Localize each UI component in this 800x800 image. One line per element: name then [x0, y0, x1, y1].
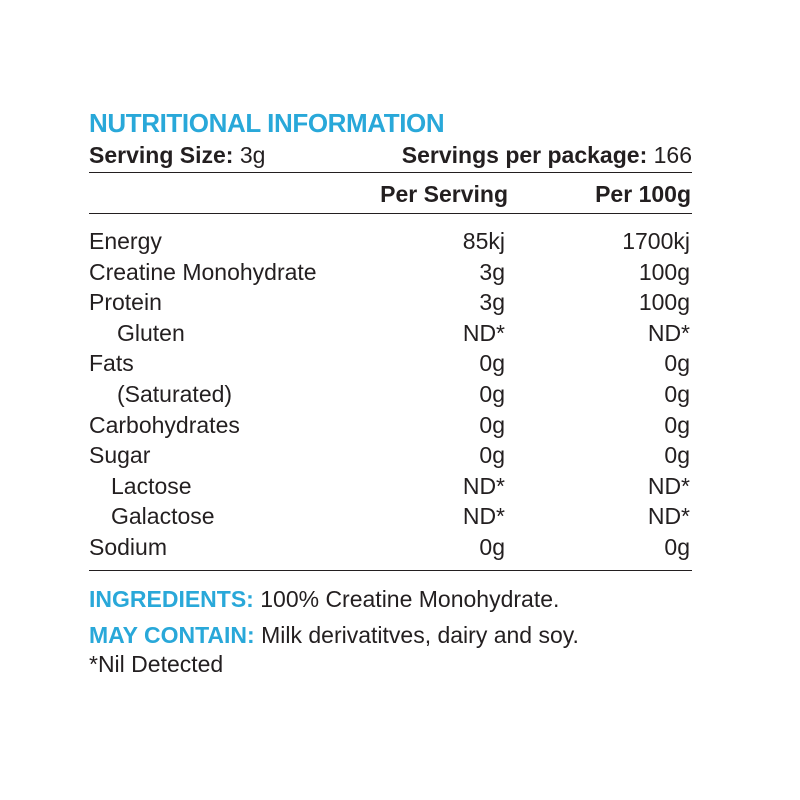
nutrient-name: Energy: [89, 228, 162, 254]
nutrient-name: Lactose: [111, 472, 192, 499]
may-contain-text: Milk derivatitves, dairy and soy.: [261, 621, 579, 648]
per-serving-value: 0g: [479, 350, 505, 377]
nutrient-name: Sugar: [89, 442, 151, 469]
per-100g-value: ND*: [647, 319, 690, 346]
nutrient-name: Carbohydrates: [89, 411, 240, 438]
per-100g-value: 1700kj: [622, 228, 690, 254]
may-contain-label: MAY CONTAIN:: [89, 621, 255, 648]
may-contain-line: [89, 620, 692, 650]
ingredients-text: 100% Creatine Monohydrate.: [260, 585, 560, 612]
nutrition-panel: [89, 108, 692, 679]
per-100g-value: 0g: [664, 533, 690, 560]
ingredients-label: INGREDIENTS:: [89, 585, 254, 612]
table-row: [89, 471, 692, 502]
panel-footer: [89, 584, 692, 679]
table-bottom-rule: [89, 570, 692, 571]
panel-title: NUTRITIONAL INFORMATION: [89, 108, 445, 138]
table-row: [89, 226, 692, 257]
nutrient-table-body: [89, 226, 692, 563]
table-row: [89, 440, 692, 471]
nutrient-name: Sodium: [89, 533, 167, 560]
nutrient-name: Creatine Monohydrate: [89, 258, 317, 285]
footnote: *Nil Detected: [89, 650, 224, 677]
table-row: [89, 287, 692, 318]
per-100g-value: ND*: [647, 472, 690, 499]
per-100g-value: 100g: [638, 289, 690, 316]
nutrient-name: (Saturated): [117, 380, 233, 407]
nutrient-name: Protein: [89, 289, 162, 316]
per-serving-value: ND*: [462, 472, 505, 499]
table-row: [89, 501, 692, 532]
servings-value: 166: [653, 142, 692, 168]
per-serving-value: 3g: [479, 289, 505, 316]
serving-size-value: 3g: [239, 142, 266, 168]
serving-size-label: Serving Size:: [89, 142, 234, 168]
header-per-100g: Per 100g: [595, 181, 691, 207]
per-100g-value: ND*: [647, 503, 690, 530]
per-100g-value: 0g: [664, 350, 690, 377]
table-row: [89, 410, 692, 441]
serving-size: [89, 138, 265, 172]
per-serving-value: 85kj: [462, 228, 505, 254]
per-serving-value: 0g: [479, 442, 505, 469]
header-per-serving: Per Serving: [380, 181, 508, 207]
table-row: [89, 318, 692, 349]
per-100g-value: 100g: [638, 258, 690, 285]
per-100g-value: 0g: [664, 442, 690, 469]
serving-info-row: [89, 138, 692, 173]
nutrient-name: Galactose: [111, 503, 215, 530]
per-serving-value: 0g: [479, 533, 505, 560]
per-100g-value: 0g: [664, 380, 690, 407]
per-serving-value: ND*: [462, 503, 505, 530]
nutrient-name: Fats: [89, 350, 134, 377]
table-row: [89, 379, 692, 410]
column-header-row: [89, 173, 692, 214]
per-serving-value: ND*: [462, 319, 505, 346]
table-row: [89, 257, 692, 288]
table-row: [89, 532, 692, 563]
ingredients-line: [89, 584, 692, 614]
per-100g-value: 0g: [664, 411, 690, 438]
per-serving-value: 0g: [479, 411, 505, 438]
table-row: [89, 348, 692, 379]
servings-label: Servings per package:: [401, 142, 648, 168]
per-serving-value: 3g: [479, 258, 505, 285]
per-serving-value: 0g: [479, 380, 505, 407]
servings-per-package: [402, 138, 692, 172]
nutrient-name: Gluten: [117, 319, 185, 346]
